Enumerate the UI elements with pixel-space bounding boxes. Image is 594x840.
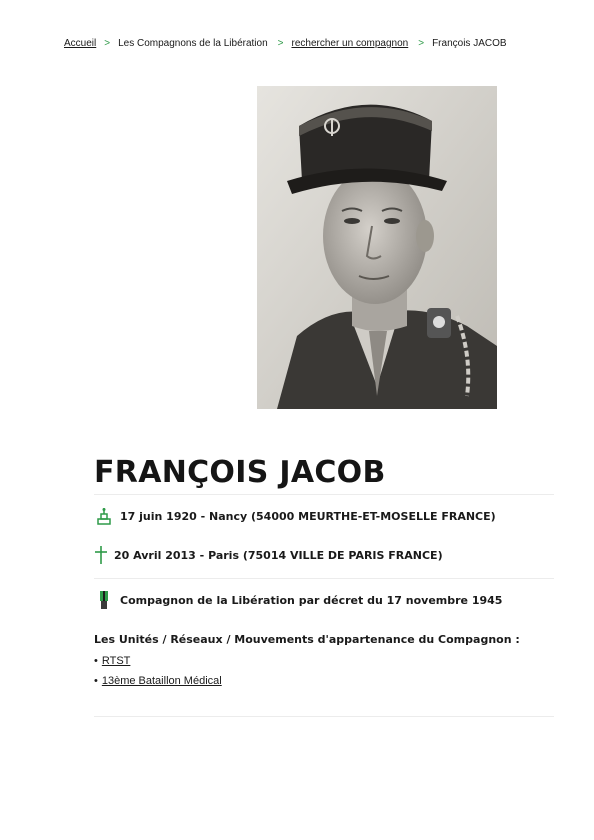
list-item xyxy=(94,674,222,694)
unit-list xyxy=(94,654,222,694)
breadcrumb xyxy=(64,38,507,49)
divider xyxy=(94,494,554,495)
person-name: FRANÇOIS JACOB xyxy=(94,455,386,490)
breadcrumb-home-link[interactable]: Accueil xyxy=(64,38,97,49)
portrait-photo-image xyxy=(257,86,497,409)
breadcrumb-search-link[interactable]: rechercher un compagnon xyxy=(291,38,409,49)
breadcrumb-separator: > xyxy=(104,38,111,49)
list-item xyxy=(94,654,222,674)
birth-cradle-icon xyxy=(94,506,114,526)
list-bullet: • xyxy=(94,655,98,667)
birth-text: 17 juin 1920 - Nancy (54000 MEURTHE-ET-MOSELLE FRANCE) xyxy=(120,509,496,523)
unit-link-rtst[interactable]: RTST xyxy=(101,655,131,667)
divider xyxy=(94,578,554,579)
units-title: Les Unités / Réseaux / Mouvements d'appartenance du Compagnon : xyxy=(94,633,520,646)
breadcrumb-current: François JACOB xyxy=(432,38,507,49)
divider xyxy=(94,716,554,717)
death-text: 20 Avril 2013 - Paris (75014 VILLE DE PARIS FRANCE) xyxy=(114,548,443,562)
birth-info xyxy=(94,506,496,526)
breadcrumb-separator: > xyxy=(277,38,284,49)
medal-icon xyxy=(94,590,114,610)
breadcrumb-section: Les Compagnons de la Libération xyxy=(118,38,268,49)
unit-link-13eme-bataillon-medical[interactable]: 13ème Bataillon Médical xyxy=(101,675,222,687)
decree-text: Compagnon de la Libération par décret du 17 novembre 1945 xyxy=(120,593,503,607)
cross-icon xyxy=(94,545,108,565)
death-info xyxy=(94,545,443,565)
portrait-photo xyxy=(257,86,497,409)
decree-info xyxy=(94,590,502,610)
breadcrumb-separator: > xyxy=(418,38,425,49)
list-bullet: • xyxy=(94,675,98,687)
